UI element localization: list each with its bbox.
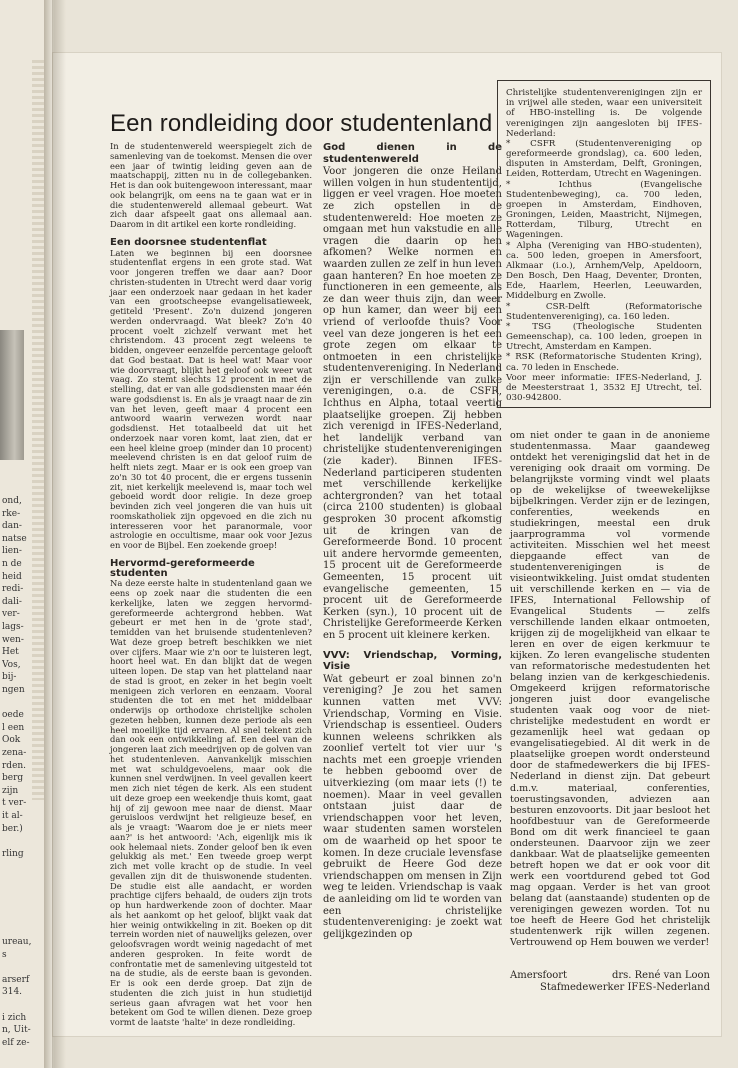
paragraph-column-3: om niet onder te gaan in de anonieme studentenmassa. Maar gaandeweg ontdekt het verenigingslid dat het in de vereniging ook draait om vorming. De belangrijkste vorming vindt wel plaats op de wekelijkse of tweewekelijkse bijbelkringen. Verder zijn er de lezingen, conferenties, weekends en studiekringen, meestal een druk jaarprogramma vol vormende activiteiten. Misschien wel het meest diepgaande effect van de studentenverenigingen is de visieontwikkeling. Juist omdat studenten uit verschillende kerken en — via de IFES, International Fellowship of Evangelical Students — zelfs verschillende landen elkaar ontmoeten, krijgen zij de mogelijkheid van elkaar te leren en over de eigen kerkmuur te kijken. Zo leren evangelische studenten van reformatorische medestudenten het belang inzien van de kerkgeschiedenis. Omgekeerd krijgen reformatorische jongeren juist door evangelische studenten vaak oog voor de niet-christelijke medestudent en wordt er gezamenlijk heel wat gedaan op evangelisatiegebied. Al dit werk in de plaatselijke groepen wordt ondersteund door de stafmedewerkers die bij IFES-Nederland in dienst zijn. Dat gebeurt d.m.v. materiaal, conferenties, toerustingsavonden, adviezen aan besturen enzovoorts. Dit jaar besloot het hoofdbestuur van de Gereformeerde Bond om dit werk financieel te gaan ondersteunen. Daarvoor zijn we zeer dankbaar. Wat de plaatselijke gemeenten betreft hopen we dat er ook voor dit werk een voortdurend gebed tot God mag opgaan. Verder is het van groot belang dat (aanstaande) studenten op de verenigingen gewezen worden. Tot nu toe heeft de Heere God het christelijk studentenwerk rijk willen zegenen. Vertrouwend op Hem bouwen we verder! [510,430,710,948]
column-1 [110,142,312,1028]
column-3 [510,430,710,948]
adjacent-page-text-fragment: ngen [2,685,25,695]
adjacent-page-text-fragment: rden. [2,760,27,771]
adjacent-page-text-fragment: dali- [2,596,22,607]
adjacent-page-text-fragment: ond, [2,496,22,506]
signature-role: Stafmedewerker IFES-Nederland [540,982,710,993]
adjacent-page-text-fragment: i zich [2,1012,27,1023]
signature-block [510,970,710,994]
adjacent-page-text-fragment: Het [2,647,19,658]
paragraph-vvv: Wat gebeurt er zoal binnen zo'n vereniging? Je zou het samen kunnen vatten met VVV: Vriendschap, Vorming en Visie. Vriendschap is essentieel. Ouders kunnen weleens schrikken als zoonlief vertelt tot vier uur 's nachts met een groepje vrienden te hebben geboomd over de uitverkiezing (om maar iets (!) te noemen). Maar in veel gevallen ontstaan juist daar de vriendschappen voor het leven, waar studenten samen worstelen om de waarheid op het spoor te komen. In deze cruciale levensfase gebruikt de Heere God deze vriendschappen om mensen in Zijn weg te leiden. Vriendschap is vaak de aanleiding om lid te worden van een christelijke studentenvereniging: je zoekt wat gelijkgezinden op [323,673,502,940]
heading-god-dienen: God dienen in de studentenwereld [323,142,502,165]
adjacent-page-text-fragment: zena- [2,748,27,758]
paragraph-hervormd: Na deze eerste halte in studentenland gaan we eens op zoek naar die studenten die een kerkelijke, laten we zeggen hervormd-gereformeerde achtergrond hebben. Wat gebeurt er met hen in de 'grote stad', temidden van het bruisende studentenleven? Wat deze groep betreft beschikken we niet over cijfers. Maar wie z'n oor te luisteren legt, hoort heel wat. En dan blijkt dat de wegen uiteen lopen. De stap van het platteland naar de stad is groot, en zeker in het begin voelt menigeen zich verloren en eenzaam. Vooral studenten die tot en met het middelbaar onderwijs op orthodoxe christelijke scholen gezeten hebben, kunnen deze periode als een heel moeilijke tijd ervaren. Al snel tekent zich dan ook een ontwikkeling af. Een deel van de jongeren laat zich meedrijven op de golven van het studentenleven. Aanvankelijk misschien met wat schuldgevoelens, maar ook die kunnen snel verdwijnen. In veel gevallen keert men zich niet tégen de kerk. Als een student uit deze groep een weekendje thuis komt, gaat hij of zij gewoon mee naar de dienst. Maar geruisloos verdwijnt het religieuze besef, en als je vraagt: 'Waarom doe je er niets meer aan?' is het antwoord: 'Ach, eigenlijk mis ik ook helemaal niets. Zonder geloof ben ik even gelukkig als met.' Een tweede groep werpt zich met volle kracht op de studie. In veel gevallen zijn dit de thuiswonende studenten. De studie eist alle aandacht, er worden prachtige cijfers behaald, de ouders zijn trots op hun hardwerkende zoon of dochter. Maar als het aankomt op het geloof, blijkt vaak dat hier weinig ontwikkeling in zit. Boeken op dit terrein worden niet of nauwelijks gelezen, over geloofsvragen wordt weinig nagedacht of met anderen gesproken. In feite wordt de confrontatie met de samenleving uitgesteld tot na de studie, als de eerste baan is gevonden. Er is ook een derde groep. Dat zijn de studenten die zich juist in hun studietijd serieus gaan afvragen wat het voor hen betekent om God te willen dienen. Deze groep vormt de laatste 'halte' in deze rondleiding. [110,578,312,1027]
box-item-tsg: * TSG (Theologische Studenten Gemeenschap), ca. 100 leden, groepen in Utrecht, Amsterdam en Kampen. [506,321,702,353]
adjacent-page-text-fragment: heid [2,571,22,582]
article-title: Een rondleiding door studentenland [110,110,493,137]
adjacent-page-text-fragment: oede [2,710,24,721]
adjacent-page-text-fragment: redi- [2,584,24,595]
adjacent-page-text-fragment: l een [2,722,25,733]
adjacent-page-text-fragment: elf ze- [2,1037,30,1048]
box-contact: Voor meer informatie: IFES-Nederland, J. de Meesterstraat 1, 3532 EJ Utrecht, tel. 030-942800. [506,372,702,404]
adjacent-page-text-fragment: natse [2,533,27,544]
adjacent-page-text-fragment: ver- [2,609,20,620]
adjacent-page-text-fragment: berg [2,773,24,784]
signature-name: drs. René van Loon [611,970,710,981]
adjacent-page-text-fragment: s [2,949,7,960]
adjacent-page-text-fragment: lien- [2,546,22,557]
adjacent-page-text-fragment: ber.) [2,823,23,834]
box-intro: Christelijke studentenverenigingen zijn er in vrijwel alle steden, waar een universiteit of HBO-instelling is. De volgende verenigingen zijn aangesloten bij IFES-Nederland: [506,88,702,139]
adjacent-page-text-fragment: rling [2,848,24,859]
paragraph-god-dienen: Voor jongeren die onze Heiland willen volgen in hun studententijd, liggen er veel vragen. Hoe moeten ze zich opstellen in de studentenwereld: Hoe moeten ze omgaan met hun vakstudie en alle vragen die daarin op hen afkomen? Welke normen en waarden zullen ze zelf in hun leven gaan hanteren? En hoe moeten ze functioneren in een gemeente, als ze dan weer thuis zijn, dan weer op hun kamer, dan weer bij een vriend of verloofde thuis? Voor veel van deze jongeren is het een grote zegen om elkaar te ontmoeten in een christelijke studentenvereniging. In Nederland zijn er verschillende van zulke verenigingen, o.a. de CSFR, Ichthus en Alpha, totaal veertig plaatselijke groepen. Zij hebben zich verenigd in IFES-Nederland, het landelijk verband van christelijke studentenverenigingen (zie kader). Binnen IFES-Nederland participeren studenten met verschillende kerkelijke achtergronden? van het totaal (circa 2100 studenten) is globaal gesproken 30 procent afkomstig uit de kringen van de Gereformeerde Bond. 10 procent uit andere hervormde gemeenten, 15 procent uit de Gereformeerde Gemeenten, 15 procent uit evangelische gemeenten, 15 procent uit de Gereformeerde Kerken (syn.), 10 procent uit de Christelijke Gereformeerde Kerken en 5 procent uit kleinere kerken. [323,166,502,641]
adjacent-page-text-fragment: n de [2,559,22,569]
adjacent-page-text-fragment: lags- [2,622,24,632]
heading-hervormd: Hervormd-gereformeerde studenten [110,557,255,579]
box-item-csfr: * CSFR (Studentenvereniging op gereformeerde grondslag), ca. 600 leden, disputen in Amsterdam, Delft, Groningen, Leiden, Rotterdam, Utrecht en Wageningen. [506,138,702,180]
adjacent-photo-fragment [0,330,24,460]
adjacent-page-text-fragment: ureau, [2,937,32,947]
adjacent-page-text-fragment: t ver- [2,798,27,809]
box-item-rsk: * RSK (Reformatorische Studenten Kring), ca. 70 leden in Enschede. [506,352,702,373]
adjacent-page-text-fragment: zijn [2,785,19,796]
box-item-ichthus: * Ichthus (Evangelische Studentenbeweging), ca. 700 leden, groepen in Amsterdam, Eindhoven, Groningen, Leiden, Maastricht, Nijmegen, Rotterdam, Tilburg, Utrecht en Wageningen. [506,179,702,241]
signature-place: Amersfoort [510,970,568,981]
adjacent-page-text-fragment: wen- [2,634,24,645]
info-box-verenigingen [497,80,711,408]
box-item-alpha: * Alpha (Vereniging van HBO-studenten), ca. 500 leden, groepen in Amersfoort, Alkmaar (i.o.), Arnhem/Velp, Apeldoorn, Den Bosch, Den Haag, Deventer, Dronten, Ede, Haarlem, Heerlen, Leeuwarden, Middelburg en Zwolle. [506,240,702,302]
adjacent-page-text-fragment: n, Uit- [2,1025,31,1036]
adjacent-page-text-fragment: arserf [2,974,30,985]
adjacent-page-text-fragment: rke- [2,508,21,519]
heading-studentenflat: Een doorsnee studentenflat [110,236,267,248]
adjacent-page-text-fragment: Vos, [2,659,21,670]
article-intro: In de studentenwereld weerspiegelt zich de samenleving van de toekomst. Mensen die over een jaar of twintig leiding geven aan de maatschappij, zitten nu in de collegebanken. Het is dan ook buitengewoon interessant, maar ook belangrijk, om eens na te gaan wat er in die studentenwereld allemaal gebeurt. Wat zich daar afspeelt gaat ons allemaal aan. Daarom in dit artikel een korte rondleiding. [110,141,312,229]
adjacent-page-text-fragment: bij- [2,672,17,683]
adjacent-page-text-fragment: it al- [2,811,23,821]
column-2 [323,142,502,940]
box-item-csr: * CSR-Delft (Reformatorische Studentenvereniging), ca. 160 leden. [506,301,702,322]
adjacent-page-text-fragment: 314. [2,987,23,998]
adjacent-page-fragment [0,0,50,1068]
heading-vvv: VVV: Vriendschap, Vorming, Visie [323,649,502,673]
adjacent-page-text-fragment: Ook [2,735,21,746]
paragraph-studentenflat: Laten we beginnen bij een doorsnee studentenflat ergens in een grote stad. Wat voor jongeren treffen we daar aan? Door christen-studenten in Utrecht werd daar vorig jaar een onderzoek naar gedaan in het kader van een grootscheepse evangelisatieweek, getiteld 'Present'. Zo'n duizend jongeren werden ondervraagd. Wat bleek? Zo'n 40 procent voelt zichzelf verwant met het christendom. 43 procent zegt weleens te bidden, ongeveer eenzelfde percentage gelooft dat God bestaat. Dat is heel wat! Maar voor wie doorvraagt, blijkt het geloof ook weer wat vaag. Zo stemt slechts 12 procent in met de stelling, dat er van alle godsdiensten maar één ware godsdienst is. En als je vraagt naar de zin van het leven, geeft maar 4 procent een antwoord waarin verwezen wordt naar godsdienst. Het totaalbeeld dat uit het onderzoek naar voren komt, laat zien, dat er een heel kleine groep (minder dan 10 procent) meelevend christen is en dat geloof ruim de helft niets zegt. Maar er is ook een groep van zo'n 30 tot 40 procent, die er ergens tussenin zit, niet kerkelijk meelevend is, maar toch wel geboeid wordt door religie. In deze groep bevinden zich veel jongeren die van huis uit roomskatholiek zijn opgevoed en die zich nu interesseren voor het paranormale, voor astrologie en occultisme, maar ook voor Jezus en voor de Bijbel. Een zoekende groep! [110,247,312,550]
adjacent-page-text-fragment: dan- [2,521,22,532]
